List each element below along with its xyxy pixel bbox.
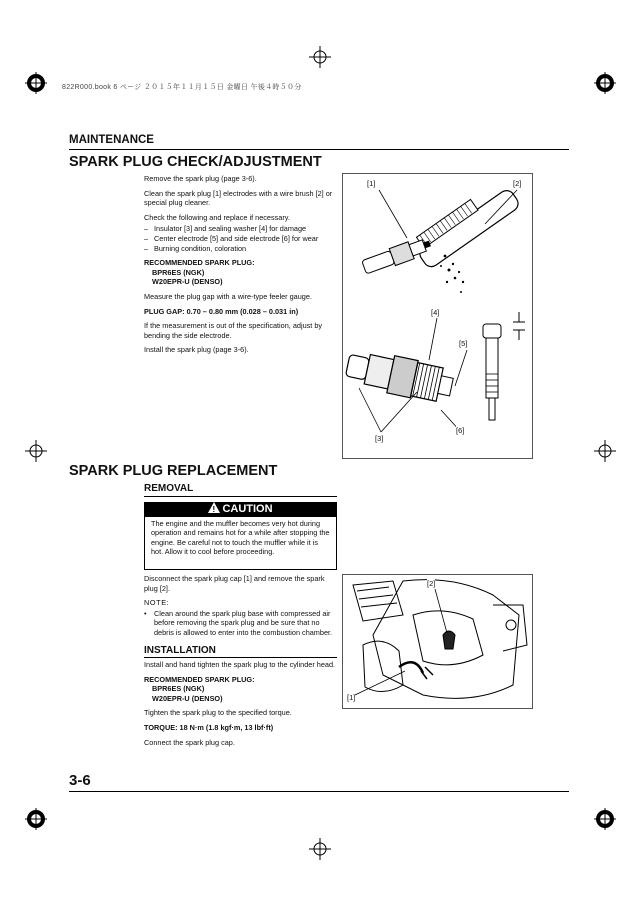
recommended-label: RECOMMENDED SPARK PLUG: xyxy=(144,258,255,268)
installation-paragraph: Connect the spark plug cap. xyxy=(144,737,235,747)
registration-mark-icon xyxy=(594,72,616,94)
removal-paragraph: Disconnect the spark plug cap [1] and remove the spark plug [2]. xyxy=(144,574,325,593)
recommended-label: RECOMMENDED SPARK PLUG: xyxy=(144,674,255,684)
check-paragraph: Check the following and replace if necessary. xyxy=(144,212,290,222)
installation-paragraph: Install and hand tighten the spark plug to the cylinder head. xyxy=(144,660,336,669)
list-item: • Clean around the spark plug base with compressed air before removing the spark plug and be sure that no debris is allowed to enter into the combustion chamber. xyxy=(144,608,333,637)
callout-label: [1] xyxy=(367,179,376,188)
check-paragraph: Measure the plug gap with a wire-type feeler gauge. xyxy=(144,291,312,301)
list-item: – Center electrode [5] and side electrode [6] for wear xyxy=(144,233,319,243)
removal-heading: REMOVAL xyxy=(144,483,194,494)
callout-label: [2] xyxy=(427,579,436,588)
recommended-plug: BPR6ES (NGK) xyxy=(152,684,205,694)
section-label: MAINTENANCE xyxy=(69,134,154,146)
removal-rule xyxy=(144,496,337,497)
section-rule xyxy=(69,149,569,150)
check-list xyxy=(144,224,336,253)
crosshair-mark-icon xyxy=(309,838,331,860)
check-body xyxy=(144,174,336,360)
installation-paragraph: Tighten the spark plug to the specified torque. xyxy=(144,708,292,718)
crosshair-mark-icon xyxy=(25,440,47,462)
note-list xyxy=(144,609,336,638)
note-label: NOTE: xyxy=(144,598,170,608)
recommended-plug: BPR6ES (NGK) xyxy=(152,267,205,277)
print-header: 822R000.book 6 ページ ２０１５年１１月１５日 金曜日 午後４時５０分 xyxy=(62,84,302,91)
crosshair-mark-icon xyxy=(594,440,616,462)
installation-rule xyxy=(144,657,337,658)
footer-rule xyxy=(69,791,569,792)
installation-heading: INSTALLATION xyxy=(144,645,216,656)
engine-illustration xyxy=(343,575,532,708)
list-item: – Insulator [3] and sealing washer [4] for damage xyxy=(144,224,307,234)
page-number: 3-6 xyxy=(69,772,91,789)
replacement-title: SPARK PLUG REPLACEMENT xyxy=(69,463,278,479)
recommended-plug: W20EPR-U (DENSO) xyxy=(152,693,223,703)
callout-label: [3] xyxy=(375,434,384,443)
check-paragraph: Install the spark plug (page 3-6). xyxy=(144,345,249,355)
caution-text: The engine and the muffler becomes very hot during operation and remains hot for a while after stopping the engine. Be careful not to touch the muffler while it is hot. Allow it to cool before proceeding. xyxy=(151,519,330,556)
callout-label: [6] xyxy=(456,426,465,435)
check-paragraph: If the measurement is out of the specification, adjust by bending the side electrode. xyxy=(144,321,323,340)
callout-label: [1] xyxy=(347,693,356,702)
caution-banner: !CAUTION xyxy=(144,502,337,516)
removal-body xyxy=(144,574,336,643)
spark-plug-figure xyxy=(342,173,533,459)
list-item: – Burning condition, coloration xyxy=(144,243,247,253)
callout-label: [4] xyxy=(431,308,440,317)
torque-spec: TORQUE: 18 N·m (1.8 kgf·m, 13 lbf·ft) xyxy=(144,722,274,732)
warning-icon xyxy=(208,502,220,513)
check-paragraph: Remove the spark plug (page 3-6). xyxy=(144,174,257,183)
crosshair-mark-icon xyxy=(309,46,331,68)
callout-label: [5] xyxy=(459,339,468,348)
check-paragraph: Clean the spark plug [1] electrodes with a wire brush [2] or special plug cleaner. xyxy=(144,188,333,208)
check-title: SPARK PLUG CHECK/ADJUSTMENT xyxy=(69,154,322,170)
plug-gap-spec: PLUG GAP: 0.70 – 0.80 mm (0.028 – 0.031 in) xyxy=(144,306,299,316)
installation-body xyxy=(144,660,336,752)
registration-mark-icon xyxy=(25,808,47,830)
recommended-plug: W20EPR-U (DENSO) xyxy=(152,277,223,287)
callout-label: [2] xyxy=(513,179,522,188)
registration-mark-icon xyxy=(594,808,616,830)
registration-mark-icon xyxy=(25,72,47,94)
engine-figure xyxy=(342,574,533,709)
